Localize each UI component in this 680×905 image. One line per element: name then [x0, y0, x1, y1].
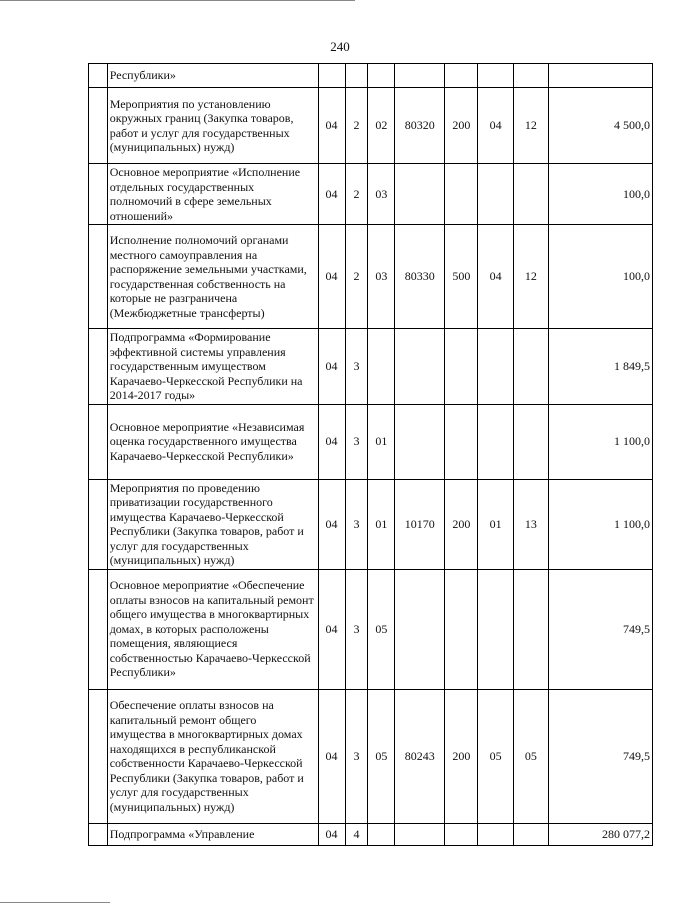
code-measure: 03 — [368, 225, 395, 329]
code-section: 04 — [318, 823, 345, 845]
code-direction — [395, 164, 445, 225]
table-row — [89, 64, 653, 88]
code-section: 04 — [318, 479, 345, 569]
code-measure: 05 — [368, 689, 395, 823]
table-row — [89, 88, 653, 164]
amount: 280 077,2 — [549, 823, 653, 845]
code-expense-type — [445, 823, 478, 845]
table-row — [89, 329, 653, 405]
table-row — [89, 479, 653, 569]
code-expense-type — [445, 164, 478, 225]
code-direction — [395, 569, 445, 689]
amount: 100,0 — [549, 225, 653, 329]
amount: 749,5 — [549, 689, 653, 823]
code-razdel — [478, 404, 513, 479]
code-razdel — [478, 823, 513, 845]
code-program: 3 — [345, 689, 368, 823]
blank-cell — [89, 823, 108, 845]
code-program: 2 — [345, 164, 368, 225]
code-program: 3 — [345, 404, 368, 479]
item-name: Основное мероприятие «Независимая оценка государственного имущества Карачаево-Черкесской Республики» — [107, 404, 318, 479]
code-podrazdel: 05 — [513, 689, 548, 823]
amount: 1 849,5 — [549, 329, 653, 405]
code-measure: 05 — [368, 569, 395, 689]
code-podrazdel: 13 — [513, 479, 548, 569]
blank-cell — [89, 64, 108, 88]
code-measure: 01 — [368, 404, 395, 479]
code-razdel — [478, 164, 513, 225]
code-expense-type: 200 — [445, 479, 478, 569]
code-section: 04 — [318, 164, 345, 225]
code-razdel: 04 — [478, 88, 513, 164]
code-direction — [395, 64, 445, 88]
item-name: Республики» — [107, 64, 318, 88]
item-name: Обеспечение оплаты взносов на капитальный ремонт общего имущества в многоквартирных домах находящихся в республиканской собственности Карачаево-Черкесской Республики (Закупка товаров, работ и услуг для государственных (муниципальных) нужд) — [107, 689, 318, 823]
top-rule — [0, 0, 355, 1]
code-direction: 80243 — [395, 689, 445, 823]
table-row — [89, 225, 653, 329]
amount: 1 100,0 — [549, 479, 653, 569]
code-podrazdel: 12 — [513, 225, 548, 329]
table-row — [89, 569, 653, 689]
blank-cell — [89, 164, 108, 225]
code-podrazdel — [513, 404, 548, 479]
code-direction — [395, 404, 445, 479]
code-section: 04 — [318, 689, 345, 823]
code-section: 04 — [318, 569, 345, 689]
code-measure — [368, 823, 395, 845]
code-direction: 10170 — [395, 479, 445, 569]
code-program: 3 — [345, 569, 368, 689]
blank-cell — [89, 479, 108, 569]
code-direction: 80330 — [395, 225, 445, 329]
code-section: 04 — [318, 225, 345, 329]
code-program — [345, 64, 368, 88]
code-podrazdel — [513, 569, 548, 689]
code-razdel: 01 — [478, 479, 513, 569]
blank-cell — [89, 88, 108, 164]
amount: 749,5 — [549, 569, 653, 689]
code-measure: 02 — [368, 88, 395, 164]
code-section: 04 — [318, 88, 345, 164]
code-expense-type — [445, 64, 478, 88]
blank-cell — [89, 569, 108, 689]
code-measure: 03 — [368, 164, 395, 225]
table-row — [89, 404, 653, 479]
code-section: 04 — [318, 329, 345, 405]
code-podrazdel — [513, 164, 548, 225]
blank-cell — [89, 689, 108, 823]
budget-table — [88, 63, 653, 846]
code-expense-type: 500 — [445, 225, 478, 329]
code-program: 3 — [345, 479, 368, 569]
table-row — [89, 689, 653, 823]
code-expense-type: 200 — [445, 88, 478, 164]
amount — [549, 64, 653, 88]
code-program: 3 — [345, 329, 368, 405]
item-name: Исполнение полномочий органами местного самоуправления на распоряжение земельными участками, государственная собственность на которые не разграничена (Межбюджетные трансферты) — [107, 225, 318, 329]
code-razdel: 04 — [478, 225, 513, 329]
code-podrazdel — [513, 823, 548, 845]
code-program: 2 — [345, 225, 368, 329]
code-razdel — [478, 64, 513, 88]
code-program: 2 — [345, 88, 368, 164]
page-number: 240 — [330, 39, 350, 54]
code-measure: 01 — [368, 479, 395, 569]
amount: 100,0 — [549, 164, 653, 225]
code-podrazdel — [513, 64, 548, 88]
code-razdel — [478, 569, 513, 689]
code-program: 4 — [345, 823, 368, 845]
code-direction — [395, 823, 445, 845]
code-expense-type: 200 — [445, 689, 478, 823]
blank-cell — [89, 225, 108, 329]
table-row — [89, 164, 653, 225]
code-expense-type — [445, 569, 478, 689]
code-measure — [368, 64, 395, 88]
code-direction: 80320 — [395, 88, 445, 164]
blank-cell — [89, 404, 108, 479]
code-measure — [368, 329, 395, 405]
code-expense-type — [445, 404, 478, 479]
item-name: Подпрограмма «Формирование эффективной системы управления государственным имуществом Карачаево-Черкесской Республики на 2014-2017 годы» — [107, 329, 318, 405]
blank-cell — [89, 329, 108, 405]
code-section: 04 — [318, 404, 345, 479]
item-name: Подпрограмма «Управление — [107, 823, 318, 845]
code-section — [318, 64, 345, 88]
code-razdel: 05 — [478, 689, 513, 823]
code-expense-type — [445, 329, 478, 405]
item-name: Основное мероприятие «Обеспечение оплаты взносов на капитальный ремонт общего имущества в многоквартирных домах, в которых расположены помещения, являющиеся собственностью Карачаево-Черкесской Республики» — [107, 569, 318, 689]
item-name: Мероприятия по установлению окружных границ (Закупка товаров, работ и услуг для государственных (муниципальных) нужд) — [107, 88, 318, 164]
code-direction — [395, 329, 445, 405]
bottom-rule — [0, 902, 110, 903]
code-podrazdel: 12 — [513, 88, 548, 164]
item-name: Мероприятия по проведению приватизации государственного имущества Карачаево-Черкесской Республики (Закупка товаров, работ и услуг для государственных (муниципальных) нужд) — [107, 479, 318, 569]
amount: 4 500,0 — [549, 88, 653, 164]
table-row — [89, 823, 653, 845]
item-name: Основное мероприятие «Исполнение отдельных государственных полномочий в сфере земельных отношений» — [107, 164, 318, 225]
code-razdel — [478, 329, 513, 405]
code-podrazdel — [513, 329, 548, 405]
amount: 1 100,0 — [549, 404, 653, 479]
